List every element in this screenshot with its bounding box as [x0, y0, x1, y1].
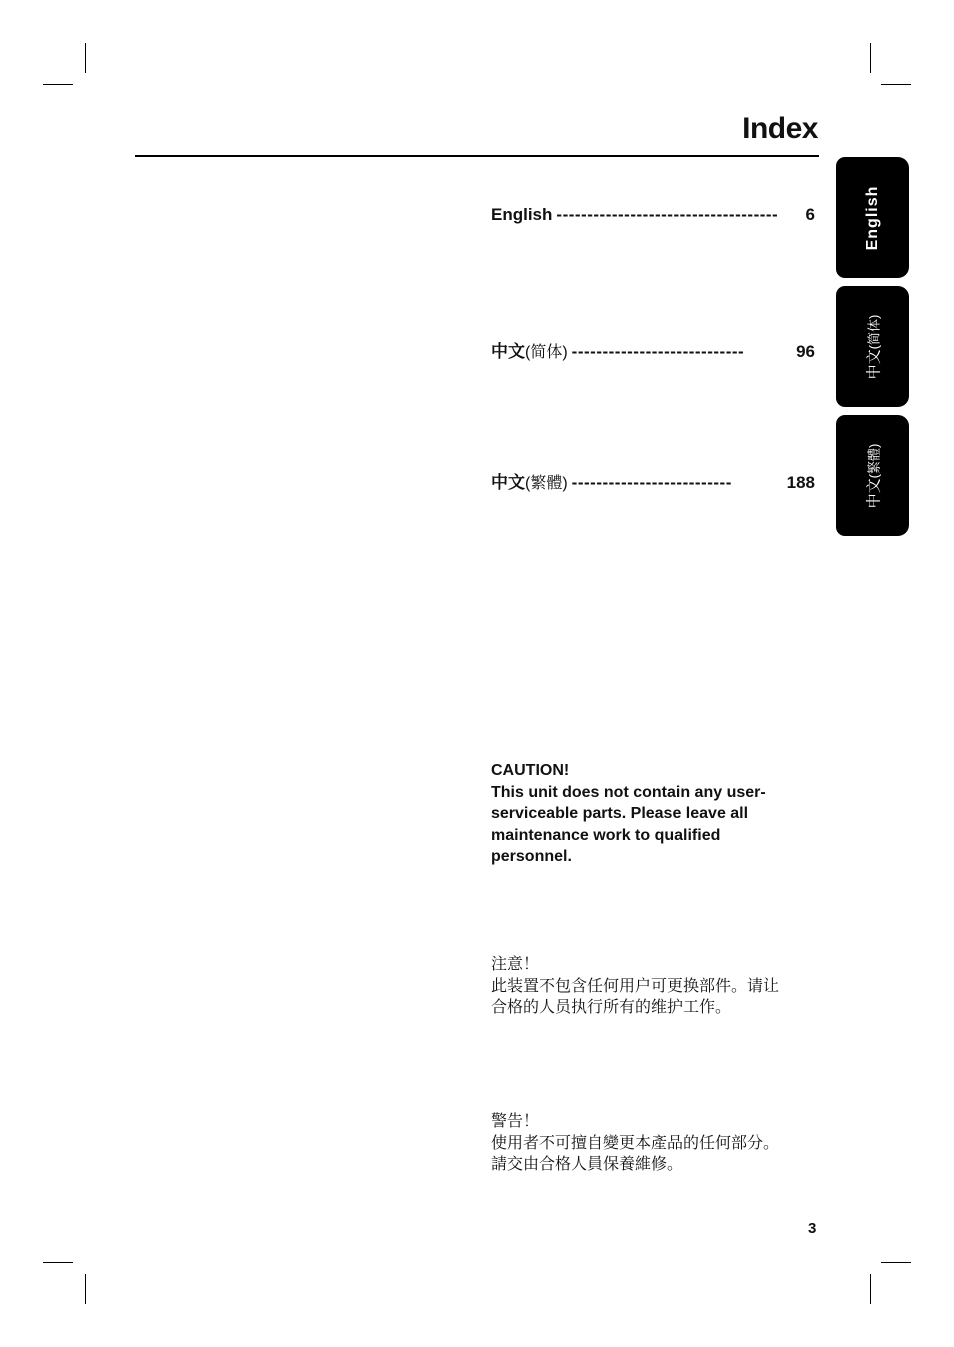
- crop-mark: [881, 1262, 911, 1263]
- caution-line: 此装置不包含任何用户可更换部件。请让: [491, 977, 780, 995]
- tab-label: 中文(繁體): [865, 443, 882, 508]
- tab-english[interactable]: [836, 157, 909, 278]
- page-title: Index: [742, 112, 818, 145]
- crop-mark: [43, 84, 73, 85]
- toc-label: 中文(繁體): [491, 473, 568, 492]
- caution-traditional-chinese: [491, 1111, 821, 1176]
- caution-line: 合格的人员执行所有的维护工作。: [491, 999, 732, 1016]
- toc-entry-simplified-chinese[interactable]: [491, 337, 815, 362]
- caution-english: [491, 760, 821, 868]
- toc-entry-english[interactable]: [491, 205, 815, 225]
- caution-line: This unit does not contain any user-: [491, 783, 766, 801]
- toc-page-number: 6: [805, 205, 815, 224]
- title-divider: [135, 155, 819, 157]
- tab-traditional-chinese[interactable]: [836, 415, 909, 536]
- caution-heading: 警告！: [491, 1113, 540, 1130]
- toc-leader-dots: ------------------------------------: [556, 205, 779, 224]
- crop-mark: [870, 43, 871, 73]
- caution-line: personnel.: [491, 848, 572, 865]
- toc-leader-dots: --------------------------: [571, 473, 732, 492]
- tab-simplified-chinese[interactable]: [836, 286, 909, 407]
- tab-label: 中文(简体): [865, 314, 882, 379]
- toc-page-number: 188: [786, 473, 815, 492]
- crop-mark: [85, 1274, 86, 1304]
- crop-mark: [870, 1274, 871, 1304]
- toc-label: 中文(简体): [491, 342, 568, 361]
- page-number: 3: [808, 1220, 817, 1237]
- crop-mark: [43, 1262, 73, 1263]
- caution-heading: CAUTION!: [491, 762, 570, 779]
- crop-mark: [85, 43, 86, 73]
- toc-leader-dots: ----------------------------: [571, 342, 745, 361]
- tab-label: English: [863, 185, 881, 250]
- crop-mark: [881, 84, 911, 85]
- toc-entry-traditional-chinese[interactable]: [491, 468, 815, 493]
- caution-line: serviceable parts. Please leave all: [491, 805, 749, 822]
- caution-heading: 注意！: [491, 956, 540, 973]
- caution-line: maintenance work to qualified: [491, 826, 721, 844]
- caution-simplified-chinese: [491, 954, 821, 1019]
- caution-line: 請交由合格人員保養維修。: [491, 1156, 684, 1173]
- toc-page-number: 96: [796, 342, 815, 361]
- caution-line: 使用者不可擅自變更本產品的任何部分。: [491, 1134, 780, 1152]
- toc-label: English: [491, 205, 553, 224]
